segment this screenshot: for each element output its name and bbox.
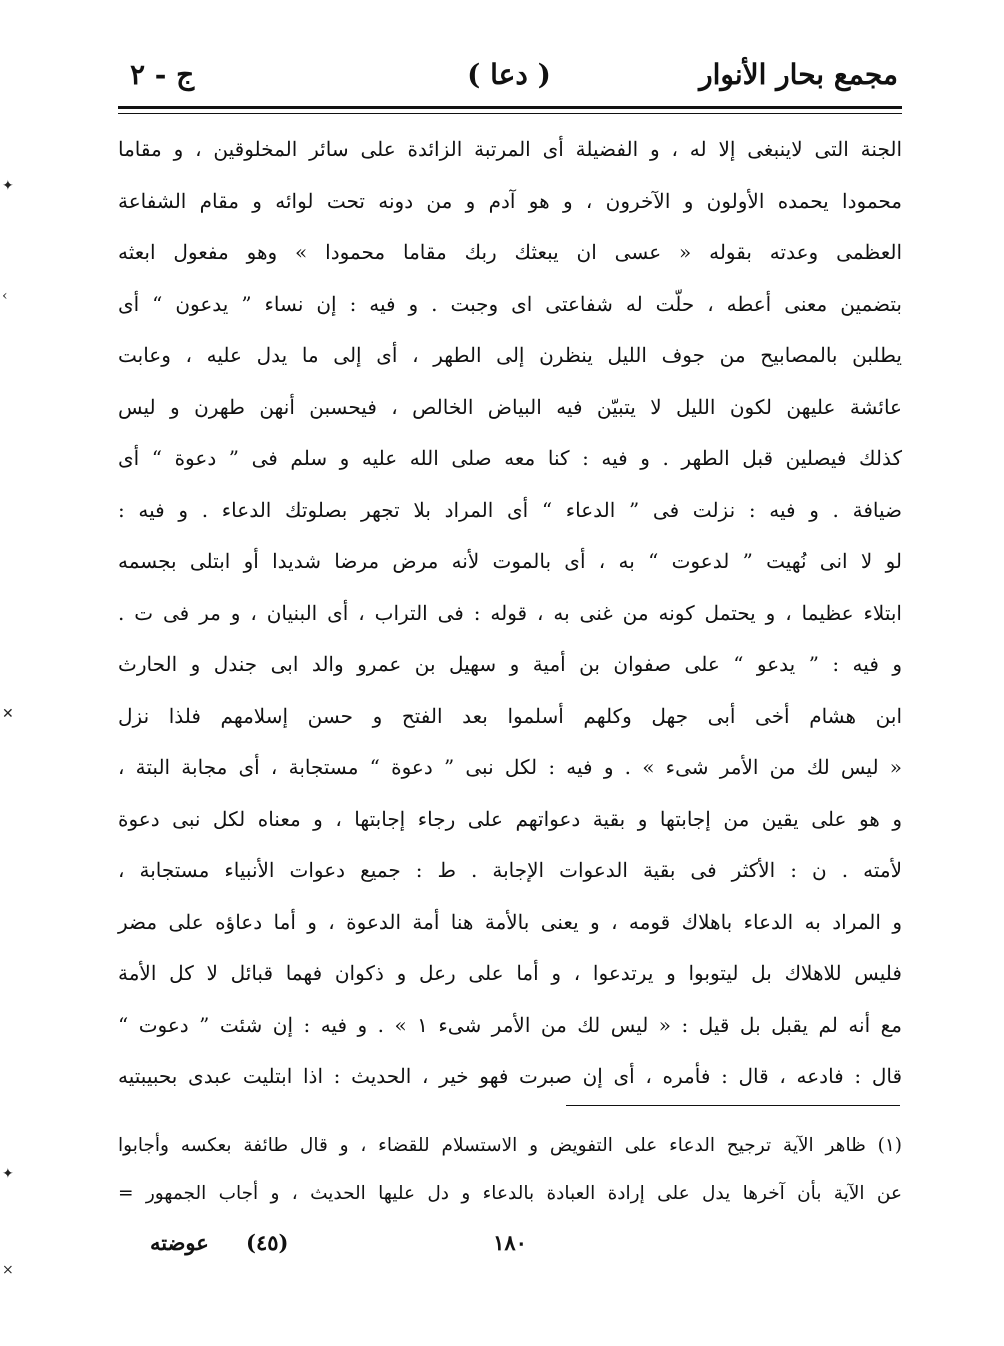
margin-mark: ‹: [2, 288, 8, 304]
header-rule-thick: [118, 106, 902, 109]
main-text: [118, 124, 902, 1103]
entry-heading: ( دعا ): [467, 58, 551, 91]
text-line: و فيه : ” يدعو “ على صفوان بن أمية و سهيل بن عمرو والد ابى جندل و الحارث: [118, 652, 902, 676]
margin-mark: ✦: [2, 178, 14, 194]
footnote-line: (١) ظاهر الآية ترجيح الدعاء على التفويض و الاستسلام للقضاء ، و قال طائفة بعكسه وأجابوا: [118, 1135, 902, 1156]
catchword: عوضته: [150, 1230, 209, 1255]
signature-mark: (٤٥): [246, 1230, 289, 1255]
text-line: ابن هشام أخى أبى جهل وكلهم أسلموا بعد الفتح و حسن إسلامهم فلذا نزل: [118, 703, 902, 728]
running-header: [120, 58, 898, 100]
header-rule-thin: [118, 113, 902, 114]
volume-label: ج - ٢: [130, 58, 195, 91]
text-line: و المراد به الدعاء باهلاك قومه ، و يعنى بالأمة هنا أمة الدعوة ، و أما دعاؤه على مضر: [118, 909, 902, 934]
page-number: ١٨٠: [493, 1230, 527, 1255]
text-line: محمودا يحمده الأولون و الآخرون ، و هو آدم و من دونه تحت لوائه و مقام الشفاعة: [118, 188, 902, 213]
margin-mark: ✕: [2, 706, 14, 722]
text-line: فليس للاهلاك بل ليتوبوا و يرتدعوا ، و أما على رعل و ذكوان فهما قبائل لا كل الأمة: [118, 961, 902, 985]
footnotes: [118, 1122, 902, 1218]
text-line: ابتلاء عظيما ، و يحتمل كونه من غنى به ، قوله : فى التراب ، أى البنيان ، و مر فى ت .: [118, 600, 902, 625]
book-title: مجمع بحار الأنوار: [699, 58, 898, 91]
margin-mark: ×: [2, 1262, 14, 1278]
text-line: مع أنه لم يقبل بل قيل : « ليس لك من الأمر شىء ١ » . و فيه : إن شئت ” دعوت “: [118, 1012, 902, 1037]
text-line: و هو على يقين من إجابتها و بقية دعواتهم على رجاء إجابتها ، و معناه لكل نبى دعوة: [118, 806, 902, 831]
footnote-separator: [566, 1105, 900, 1106]
text-line: قال : فادعه ، قال : فأمره ، أى إن صبرت فهو خير ، الحديث : اذا ابتليت عبدى بحبيبتيه: [118, 1064, 902, 1088]
text-line: ضيافة . و فيه : نزلت فى ” الدعاء “ أى المراد بلا تجهر بصلوتك الدعاء . و فيه :: [118, 497, 902, 522]
text-line: يطلبن بالمصابيح من جوف الليل ينظرن إلى الطهر ، أى إلى ما يدل عليه ، وعابت: [118, 343, 902, 367]
margin-mark: ✦: [2, 1166, 14, 1182]
text-line: « ليس لك من الأمر شىء » . و فيه : لكل نبى ” دعوة “ مستجابة ، أى مجابة البتة ،: [118, 755, 902, 779]
text-line: لأمته . ن : الأكثر فى بقية الدعوات الإجابة . ط : جميع دعوات الأنبياء مستجابة ،: [118, 858, 902, 882]
text-line: كذلك فيصلين قبل الطهر . و فيه : كنا معه صلى الله عليه و سلم فى ” دعوة “ أى: [118, 446, 902, 470]
text-line: لو لا انى نُهيت ” لدعوت “ به ، أى بالموت لأنه مرض مرضا شديدا أو ابتلى بجسمه: [118, 549, 902, 573]
text-line: العظمى وعدته بقوله « عسى ان يبعثك ربك مقاما محمودا » وهو مفعول ابعثه: [118, 240, 902, 264]
text-line: الجنة التى لاينبغى إلا له ، و الفضيلة أى المرتبة الزائدة على سائر المخلوقين ، و مقاما: [118, 137, 902, 161]
footnote-line: عن الآية بأن آخرها يدل على إرادة العبادة بالدعاء و دل عليها الحديث ، و أجاب الجمهور =: [118, 1183, 902, 1204]
text-line: عائشة عليهن لكون الليل لا يتبيّن فيه البياض الخالص ، فيحسبن أنهن طهرن و ليس: [118, 394, 902, 419]
text-line: بتضمين معنى أعطه ، حلّت له شفاعتى اى وجبت . و فيه : إن نساء ” يدعون “ أى: [118, 291, 902, 316]
page-footer: [118, 1230, 902, 1266]
